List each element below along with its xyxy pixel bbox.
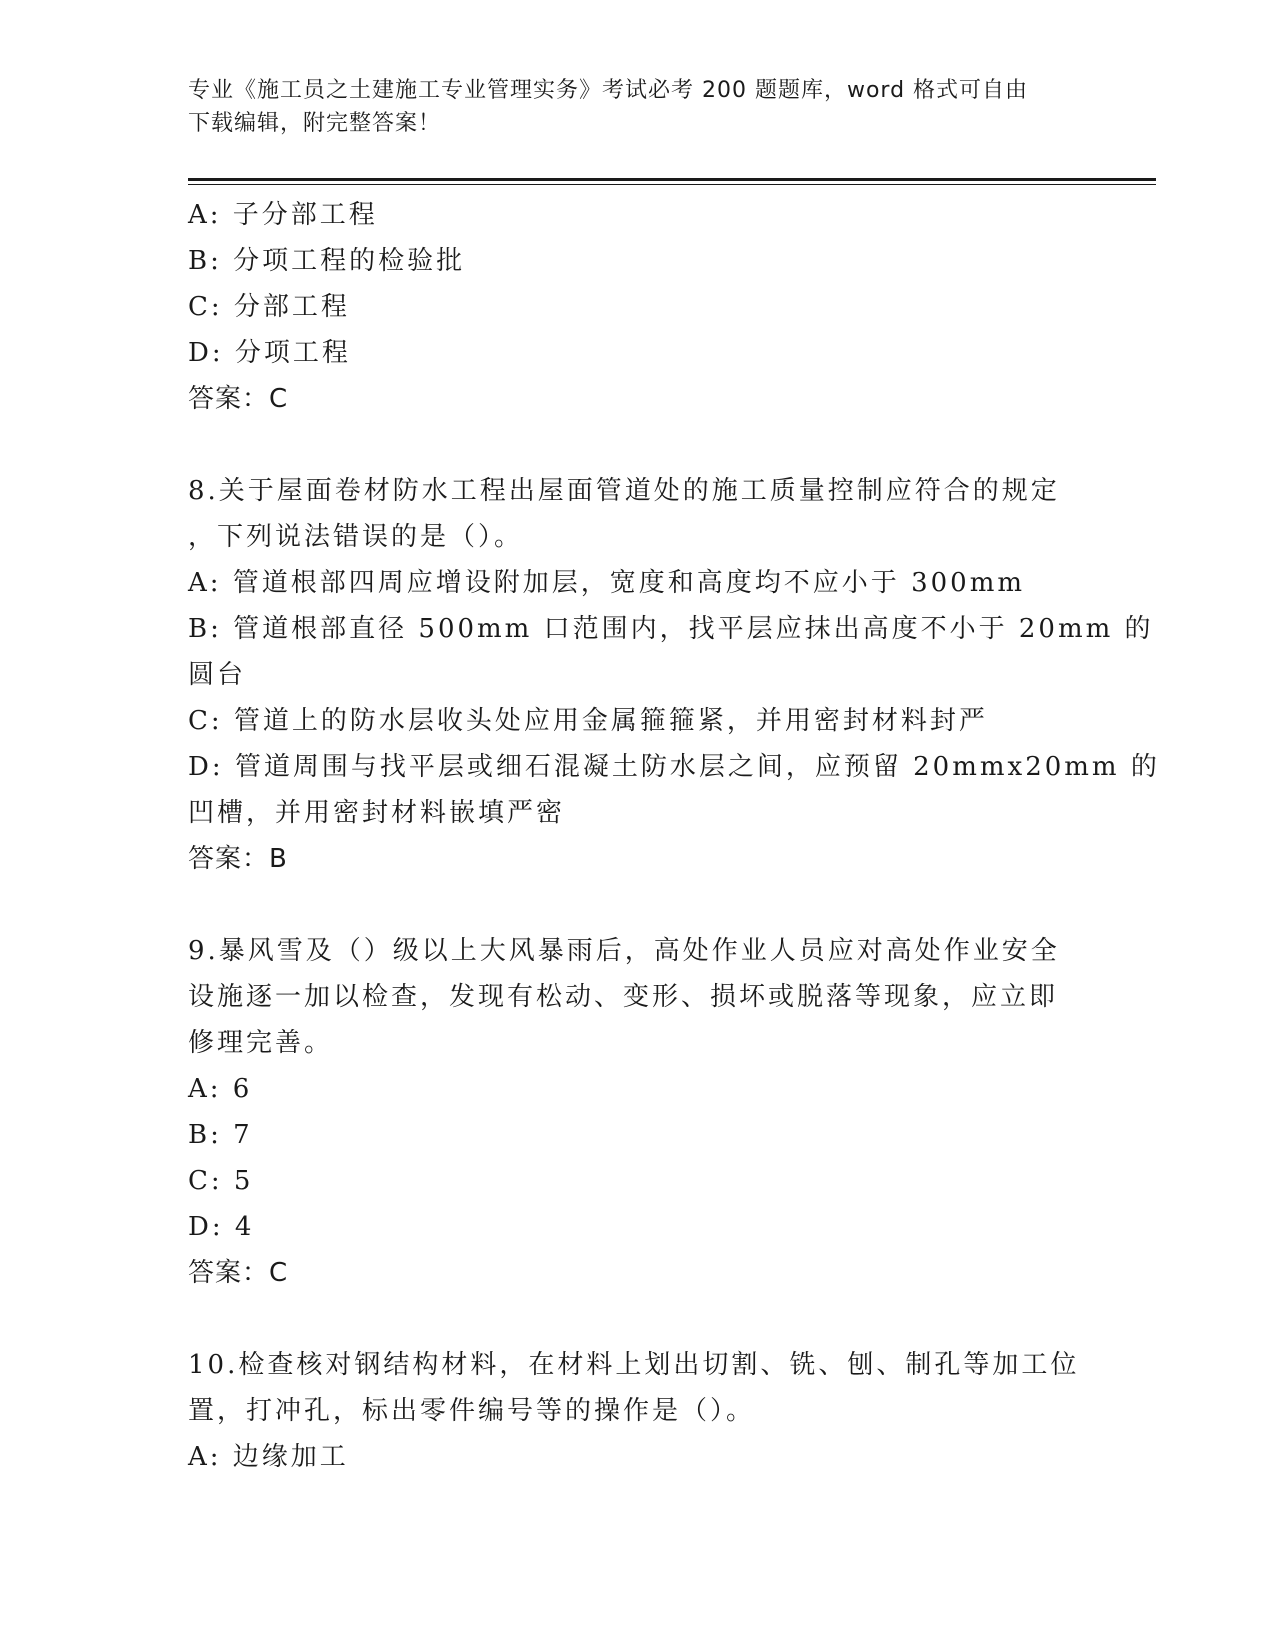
option-c: C: 5 <box>188 1166 254 1196</box>
option-c: C: 管道上的防水层收头处应用金属箍箍紧，并用密封材料封严 <box>188 706 988 736</box>
question-text-line: 修理完善。 <box>188 1028 334 1058</box>
question-10-block <box>188 1342 1080 1480</box>
answer-line: 答案：B <box>188 844 288 874</box>
question-text-line: 9.暴风雪及（）级以上大风暴雨后，高处作业人员应对高处作业安全 <box>188 936 1060 966</box>
question-8-block <box>188 468 1160 882</box>
question-content <box>188 192 1160 1480</box>
question-text-line: 设施逐一加以检查，发现有松动、变形、损坏或脱落等现象，应立即 <box>188 982 1059 1012</box>
option-a: A: 6 <box>188 1074 253 1104</box>
option-b: B: 7 <box>188 1120 253 1150</box>
option-c: C: 分部工程 <box>188 292 350 322</box>
header-divider-thin <box>188 184 1156 185</box>
question-text-line: 置，打冲孔，标出零件编号等的操作是（）。 <box>188 1396 756 1426</box>
header-line-1: 专业《施工员之土建施工专业管理实务》考试必考 200 题题库，word 格式可自由 <box>188 78 1029 103</box>
header-divider-thick <box>188 178 1156 181</box>
option-b-continued: 圆台 <box>188 660 247 690</box>
option-a: A: 子分部工程 <box>188 200 378 230</box>
question-spacer <box>188 1296 1068 1342</box>
option-d: D: 管道周围与找平层或细石混凝土防水层之间，应预留 20mmx20mm 的 <box>188 752 1160 782</box>
question-7-block <box>188 192 1068 422</box>
answer-line: 答案：C <box>188 384 289 414</box>
option-d: D: 4 <box>188 1212 255 1242</box>
question-spacer <box>188 882 1068 928</box>
answer-line: 答案：C <box>188 1258 289 1288</box>
option-b: B: 管道根部直径 500mm 口范围内，找平层应抹出高度不小于 20mm 的 <box>188 614 1154 644</box>
option-a: A: 边缘加工 <box>188 1442 349 1472</box>
question-text-line: 10.检查核对钢结构材料，在材料上划出切割、铣、刨、制孔等加工位 <box>188 1350 1080 1380</box>
document-header <box>188 74 1088 140</box>
option-d-continued: 凹槽，并用密封材料嵌填严密 <box>188 798 566 828</box>
header-line-2: 下载编辑，附完整答案！ <box>188 111 442 136</box>
option-b: B: 分项工程的检验批 <box>188 246 466 276</box>
question-text-line: 8.关于屋面卷材防水工程出屋面管道处的施工质量控制应符合的规定 <box>188 476 1060 506</box>
question-9-block <box>188 928 1068 1296</box>
question-spacer <box>188 422 1068 468</box>
question-text-line: ，下列说法错误的是（）。 <box>188 522 524 552</box>
option-a: A: 管道根部四周应增设附加层，宽度和高度均不应小于 300mm <box>188 568 1026 598</box>
option-d: D: 分项工程 <box>188 338 351 368</box>
